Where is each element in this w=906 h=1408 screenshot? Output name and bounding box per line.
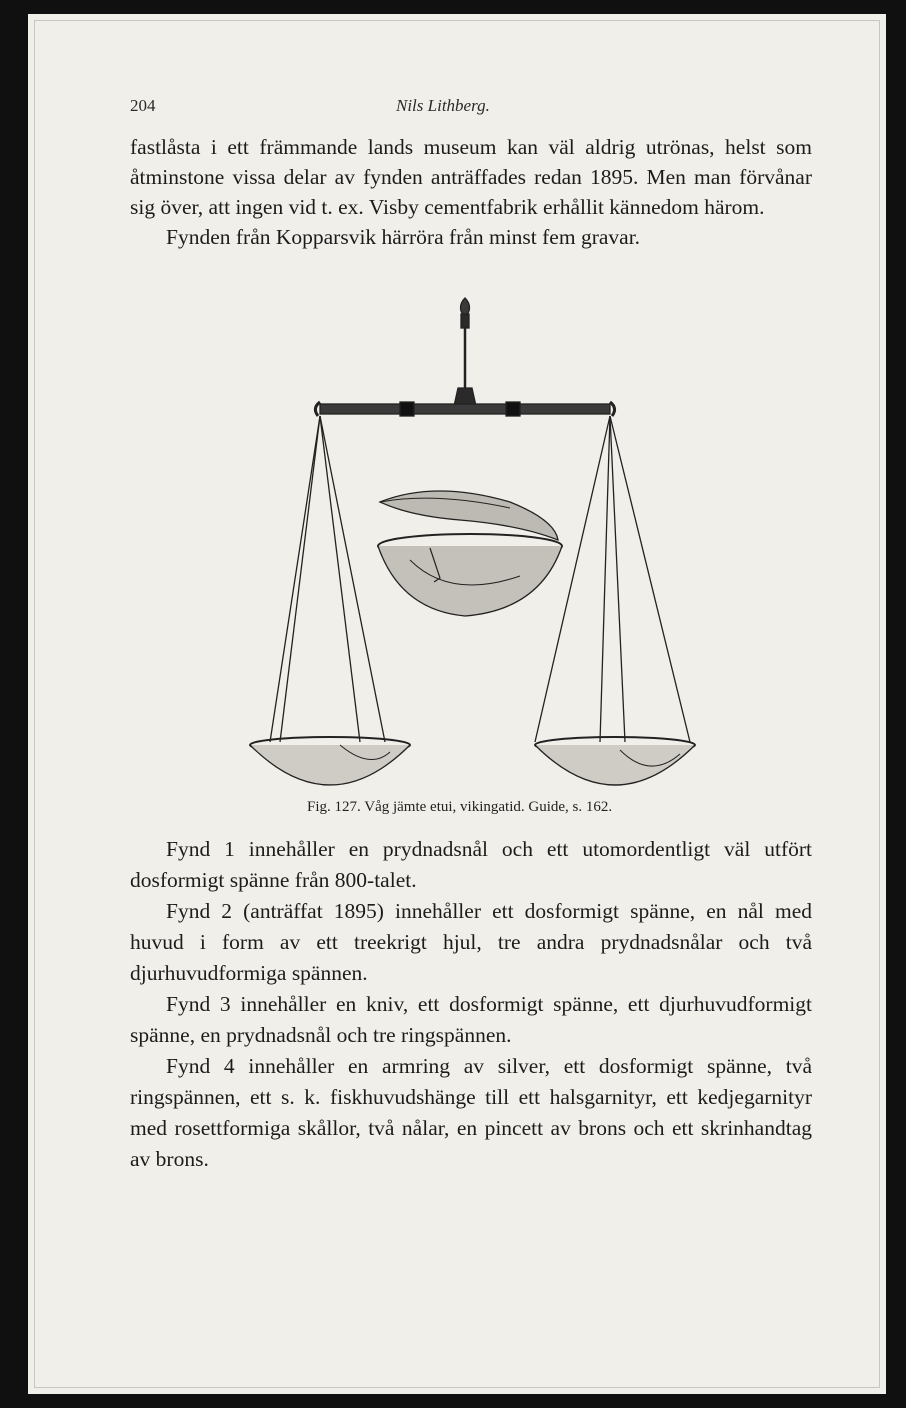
paragraph-fynd-3: Fynd 3 innehåller en kniv, ett dosformigt spänne, ett djurhuvudformigt spänne, en prydnadsnål och tre ringspännen. [130,992,812,1047]
paragraph-graves: Fynden från Kopparsvik härröra från minst fem gravar. [166,225,641,249]
balance-scale-icon [220,280,710,805]
paragraph-intro: fastlåsta i ett främmande lands museum kan väl aldrig utrönas, helst som åtminstone vissa delar av fynden anträffades redan 1895. Men man förvånar sig över, att ingen vid t. ex. Visby cementfabrik erhållit kännedom härom. [130,135,812,219]
paragraph-fynd-1: Fynd 1 innehåller en prydnadsnål och ett utomordentligt väl utfört dosformigt spänne från 800-talet. [130,837,812,892]
bottom-text-block [130,834,812,1175]
page-number: 204 [130,96,156,115]
figure-caption: Fig. 127. Våg jämte etui, vikingatid. Guide, s. 162. [307,799,613,815]
running-title: Nils Lithberg. [396,96,490,115]
top-text-block [130,132,812,252]
page-header [130,96,830,120]
figure-scale [220,280,710,805]
paragraph-fynd-2: Fynd 2 (anträffat 1895) innehåller ett dosformigt spänne, en nål med huvud i form av ett treekrigt hjul, tre andra prydnadsnålar och två djurhuvudformiga spännen. [130,899,812,985]
paragraph-fynd-4: Fynd 4 innehåller en armring av silver, ett dosformigt spänne, två ringspännen, ett s. k. fiskhuvudshänge till ett halsgarnityr, ett kedjegarnityr med rosettformiga skållor, två nålar, en pincett av brons och ett skrinhandtag av brons. [130,1054,812,1171]
